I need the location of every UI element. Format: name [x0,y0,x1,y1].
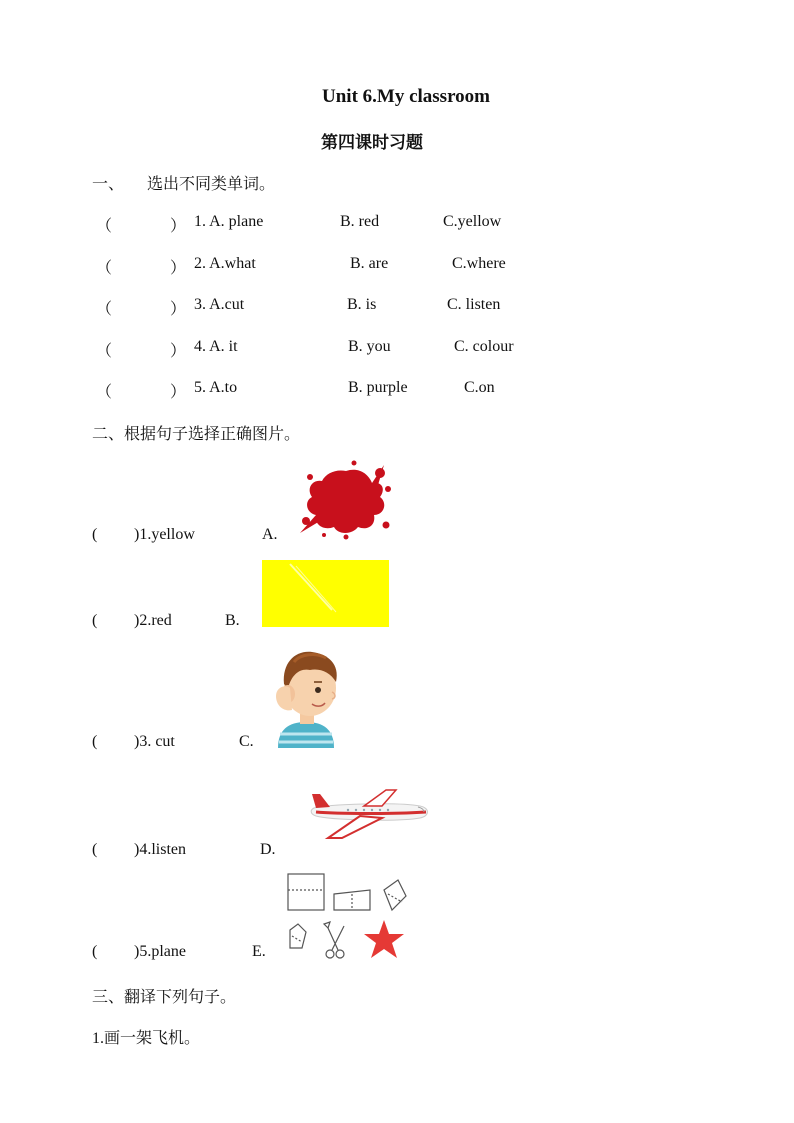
page-subtitle: 第四课时习题 [321,133,423,152]
picture-letter: E. [252,943,266,960]
answer-paren-open[interactable]: （ [96,343,113,360]
section3-heading: 三、翻译下列句子。 [92,989,237,1006]
match-item: )2.red [134,612,172,629]
option-b: B. you [348,338,391,355]
option-c: C.yellow [443,213,502,230]
section2-heading: 二、根据句子选择正确图片。 [92,426,301,443]
option-b: B. purple [348,379,408,396]
option-c: C. colour [454,338,514,355]
option-b: B. is [347,296,377,313]
match-item: )1.yellow [134,526,195,543]
option-c: C. listen [447,296,501,313]
red-paint-splash-icon [298,459,394,541]
option-a: 1. A. plane [194,213,264,230]
answer-paren-close: ） [170,301,187,318]
match-item: )3. cut [134,733,175,750]
match-paren-open[interactable]: ( [92,943,98,960]
picture-letter: A. [262,526,278,543]
match-item: )4.listen [134,841,186,858]
boy-listening-icon [270,648,342,748]
picture-letter: D. [260,841,276,858]
answer-paren-close: ） [170,384,187,401]
page-title: Unit 6.My classroom [322,86,490,107]
answer-paren-open[interactable]: （ [96,301,113,318]
answer-paren-close: ） [170,343,187,360]
airplane-icon [308,786,432,842]
match-item: )5.plane [134,943,186,960]
option-c: C.on [464,379,495,396]
match-paren-open[interactable]: ( [92,733,98,750]
picture-letter: C. [239,733,254,750]
option-b: B. red [340,213,380,230]
match-paren-open[interactable]: ( [92,526,98,543]
option-c: C.where [452,255,506,272]
paper-cutting-steps-icon [284,872,412,962]
answer-paren-open[interactable]: （ [96,260,113,277]
picture-letter: B. [225,612,240,629]
option-b: B. are [350,255,389,272]
match-paren-open[interactable]: ( [92,841,98,858]
option-a: 5. A.to [194,379,238,396]
yellow-color-block-icon [262,560,389,627]
answer-paren-open[interactable]: （ [96,218,113,235]
answer-paren-open[interactable]: （ [96,384,113,401]
section1-heading: 选出不同类单词。 [147,176,276,193]
option-a: 3. A.cut [194,296,245,313]
translation-item: 1.画一架飞机。 [92,1030,201,1047]
answer-paren-close: ） [170,260,187,277]
answer-paren-close: ） [170,218,187,235]
option-a: 4. A. it [194,338,238,355]
option-a: 2. A.what [194,255,256,272]
section1-number: 一、 [92,176,125,193]
match-paren-open[interactable]: ( [92,612,98,629]
